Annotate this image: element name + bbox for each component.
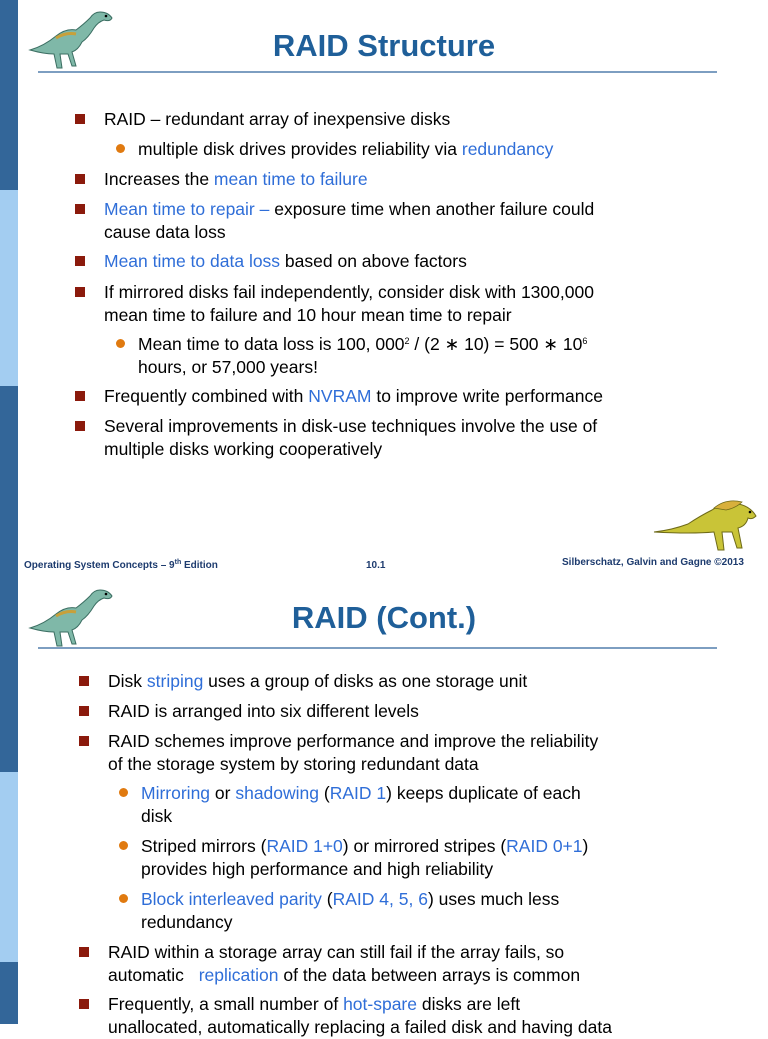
round-bullet-icon bbox=[116, 339, 125, 348]
square-bullet-icon bbox=[75, 256, 85, 266]
bullet-text: Mean time to data loss is 100, 000 bbox=[138, 334, 405, 354]
highlight-term: Mirroring bbox=[141, 783, 211, 803]
bullet-text: If mirrored disks fail independently, consider disk with 1300,000 bbox=[104, 282, 594, 302]
bullet-text: RAID – redundant array of inexpensive disks bbox=[104, 109, 451, 129]
bullet-text: Disk bbox=[108, 671, 147, 691]
bullet-text: mean time to failure and 10 hour mean time to repair bbox=[104, 305, 512, 325]
round-bullet-icon bbox=[119, 841, 128, 850]
highlight-term: hot-spare bbox=[343, 994, 417, 1014]
highlight-term: RAID 4, 5, 6 bbox=[332, 889, 428, 909]
left-accent-bar bbox=[0, 0, 18, 582]
bullet-text: RAID schemes improve performance and improve the reliability bbox=[108, 731, 599, 751]
bullet-text: multiple disk drives provides reliability via bbox=[138, 139, 462, 159]
square-bullet-icon bbox=[79, 947, 89, 957]
bullet-text: Frequently combined with bbox=[104, 386, 309, 406]
left-accent-bar bbox=[0, 582, 18, 1024]
highlight-term: mean time to failure bbox=[213, 169, 368, 189]
bullet-text: uses a group of disks as one storage unit bbox=[203, 671, 528, 691]
bullet-text: RAID within a storage array can still fail if the array fails, so bbox=[108, 942, 565, 962]
slide-title: RAID (Cont.) bbox=[291, 600, 477, 635]
highlight-term: NVRAM bbox=[308, 386, 372, 406]
bullet-text: / (2 ∗ 10) = 500 ∗ 10 bbox=[409, 334, 583, 354]
highlight-term: Mean time to data loss bbox=[104, 251, 281, 271]
round-bullet-icon bbox=[119, 894, 128, 903]
exponent: 2 bbox=[404, 336, 410, 346]
square-bullet-icon bbox=[75, 114, 85, 124]
bullet-text: automatic bbox=[108, 965, 189, 985]
bullet-text: provides high performance and high reliability bbox=[141, 859, 494, 879]
footer-book-title: Operating System Concepts – 9th Edition bbox=[24, 559, 218, 571]
bullet-text: ( bbox=[321, 889, 333, 909]
bullet-text: of the storage system by storing redundant data bbox=[108, 754, 479, 774]
bullet-text: unallocated, automatically replacing a failed disk and having data bbox=[108, 1017, 612, 1037]
bullet-text: ) or mirrored stripes ( bbox=[342, 836, 507, 856]
highlight-term: striping bbox=[146, 671, 204, 691]
bullet-text: to improve write performance bbox=[371, 386, 603, 406]
footer-page-number: 10.1 bbox=[366, 560, 386, 571]
list-item bbox=[108, 670, 527, 693]
bar-segment-dark bbox=[0, 962, 18, 1024]
list-item bbox=[141, 835, 588, 881]
highlight-term: Block interleaved parity bbox=[141, 889, 322, 909]
bullet-text: ) bbox=[582, 836, 589, 856]
bullet-text: hours, or 57,000 years! bbox=[138, 357, 318, 377]
bar-segment-dark bbox=[0, 386, 18, 582]
highlight-term: redundancy bbox=[461, 139, 554, 159]
list-item bbox=[138, 333, 587, 379]
bullet-text: disks are left bbox=[417, 994, 521, 1014]
square-bullet-icon bbox=[79, 706, 89, 716]
list-item bbox=[104, 281, 594, 327]
bullet-text: Frequently, a small number of bbox=[108, 994, 344, 1014]
bullet-text: redundancy bbox=[141, 912, 233, 932]
highlight-term: RAID 0+1 bbox=[506, 836, 583, 856]
square-bullet-icon bbox=[75, 421, 85, 431]
slide-title: RAID Structure bbox=[272, 28, 496, 63]
list-item bbox=[141, 782, 581, 828]
highlight-term: Mean time to repair – bbox=[104, 199, 270, 219]
round-bullet-icon bbox=[116, 144, 125, 153]
bar-segment-light bbox=[0, 772, 18, 962]
highlight-term: shadowing bbox=[235, 783, 320, 803]
bullet-text: Several improvements in disk-use techniques involve the use of bbox=[104, 416, 598, 436]
bullet-text: cause data loss bbox=[104, 222, 226, 242]
exponent: 6 bbox=[582, 336, 588, 346]
bullet-text: exposure time when another failure could bbox=[269, 199, 595, 219]
list-item bbox=[108, 993, 612, 1039]
footer-authors: Silberschatz, Galvin and Gagne ©2013 bbox=[562, 557, 744, 568]
bar-segment-light bbox=[0, 190, 18, 386]
bullet-text: based on above factors bbox=[280, 251, 467, 271]
list-item bbox=[104, 168, 368, 191]
bullet-text: ) uses much less bbox=[427, 889, 560, 909]
highlight-term: RAID 1 bbox=[329, 783, 387, 803]
list-item bbox=[104, 385, 603, 408]
square-bullet-icon bbox=[75, 204, 85, 214]
list-item bbox=[138, 138, 553, 161]
dinosaur-illustration-icon bbox=[652, 496, 762, 554]
slide-raid-cont bbox=[0, 582, 768, 1037]
title-divider bbox=[38, 647, 717, 649]
highlight-term: replication bbox=[198, 965, 279, 985]
bullet-text: Increases the bbox=[104, 169, 214, 189]
square-bullet-icon bbox=[79, 999, 89, 1009]
round-bullet-icon bbox=[119, 788, 128, 797]
square-bullet-icon bbox=[79, 676, 89, 686]
list-item bbox=[141, 888, 559, 934]
square-bullet-icon bbox=[79, 736, 89, 746]
bullet-text: ) keeps duplicate of each bbox=[386, 783, 581, 803]
list-item bbox=[108, 700, 419, 723]
highlight-term: RAID 1+0 bbox=[266, 836, 343, 856]
bullet-text: RAID is arranged into six different levels bbox=[108, 701, 419, 721]
bullet-text: of the data between arrays is common bbox=[278, 965, 581, 985]
bullet-text: disk bbox=[141, 806, 173, 826]
bullet-text: ( bbox=[319, 783, 330, 803]
list-item bbox=[108, 941, 580, 987]
title-divider bbox=[38, 71, 717, 73]
list-item bbox=[104, 108, 450, 131]
square-bullet-icon bbox=[75, 287, 85, 297]
bullet-text: Striped mirrors ( bbox=[141, 836, 267, 856]
square-bullet-icon bbox=[75, 174, 85, 184]
bullet-text: multiple disks working cooperatively bbox=[104, 439, 383, 459]
list-item bbox=[104, 415, 597, 461]
list-item bbox=[108, 730, 598, 776]
list-item bbox=[104, 198, 594, 244]
bullet-text: or bbox=[210, 783, 236, 803]
square-bullet-icon bbox=[75, 391, 85, 401]
list-item bbox=[104, 250, 467, 273]
